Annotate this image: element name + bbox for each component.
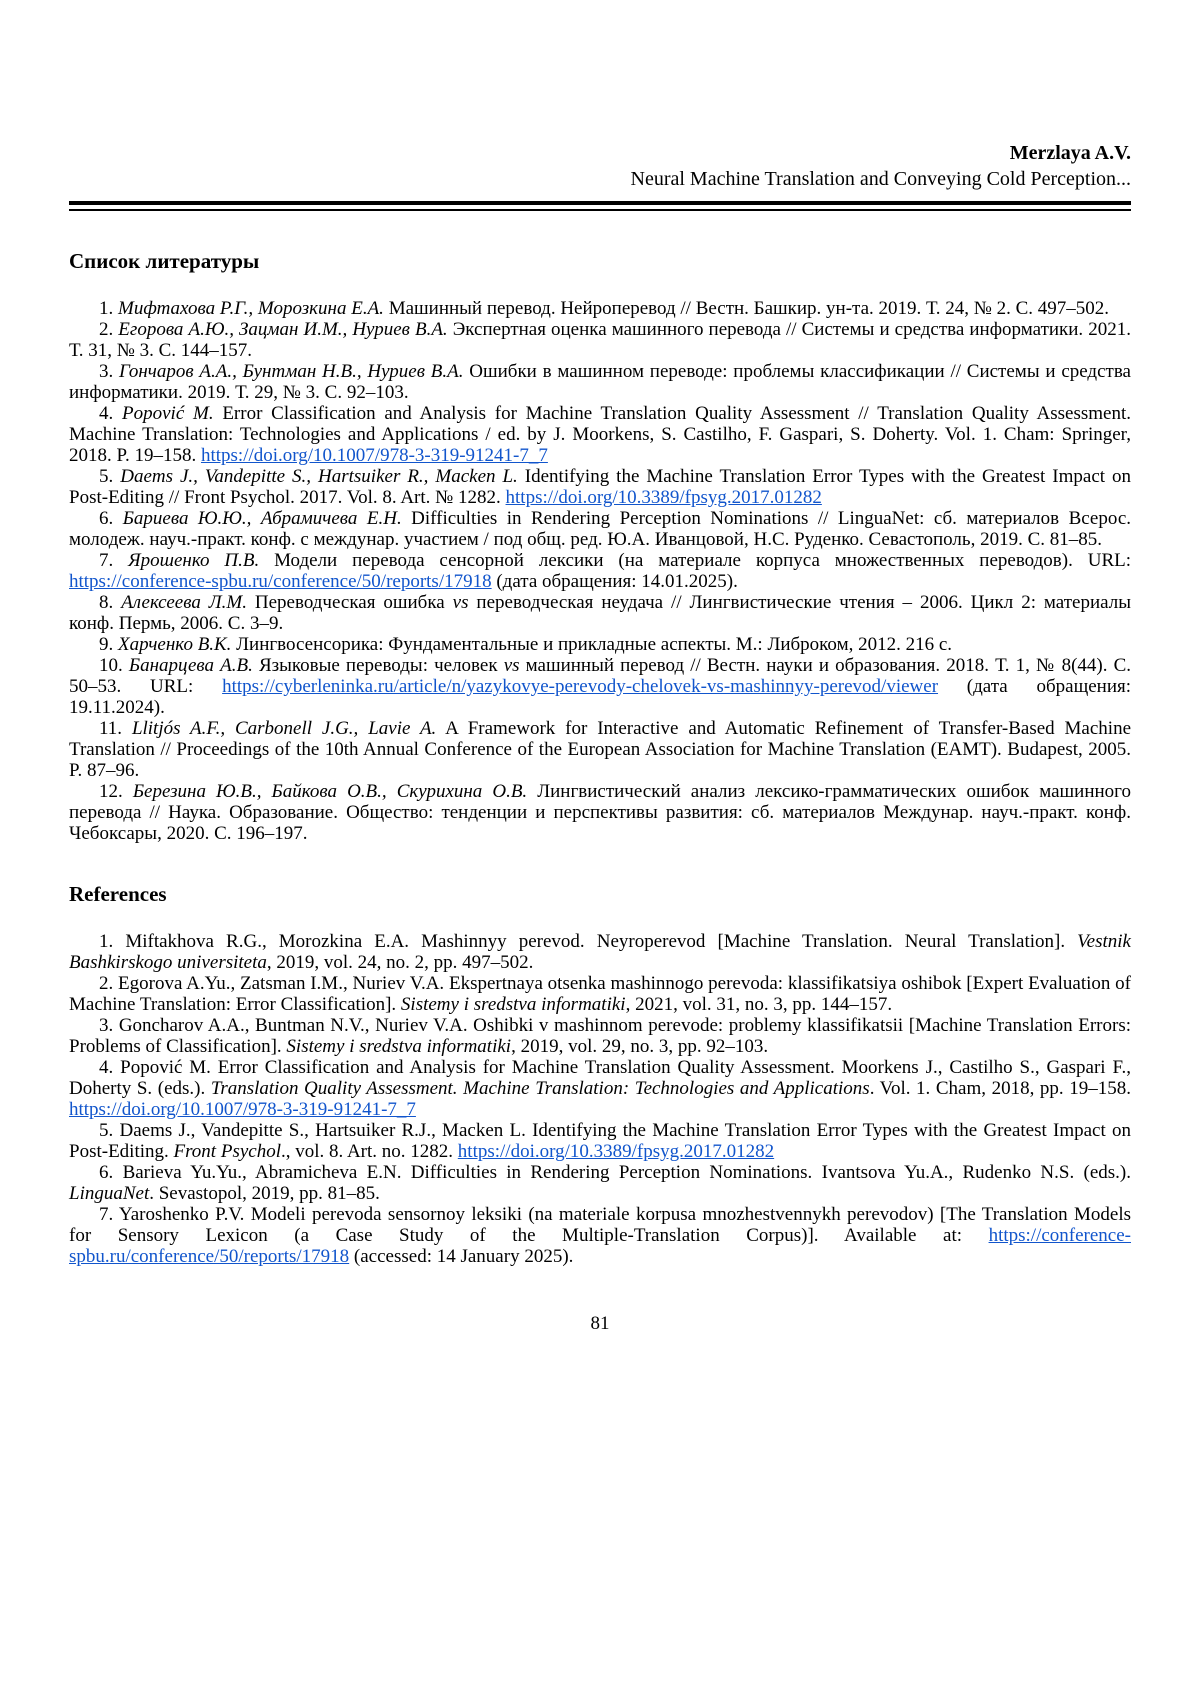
reference-item <box>69 1057 1131 1120</box>
section-heading-bibliography: Список литературы <box>69 249 260 273</box>
reference-text: 11. <box>99 718 132 739</box>
reference-text: Машинный перевод. Нейроперевод // Вестн. Башкир. ун-та. 2019. Т. 24, № 2. С. 497–502. <box>383 298 1110 319</box>
reference-item <box>69 319 1131 361</box>
reference-text: Error Classification and Analysis for Machine Translation Quality Assessment // Translation Quality Assessment. Machine Translation: Technologies and Applications / ed. by J. Moorkens, S. Castilho, F. Gaspari, S. Doherty. Vol. 1. Cham: Springer, 2018. P. 19–158. <box>69 403 1131 466</box>
reference-item <box>69 508 1131 550</box>
reference-text: Переводческая ошибка <box>246 592 453 613</box>
reference-item <box>69 1162 1131 1204</box>
reference-italic-text: Popović M. <box>122 403 214 424</box>
reference-italic-text: Харченко В.К. <box>118 634 232 655</box>
reference-italic-text: Ярошенко П.В. <box>128 550 260 571</box>
reference-text: Identifying the Machine Translation Error Types with the Greatest Impact on Post-Editing // Front Psychol. 2017. Vol. 8. Art. № 1282. <box>69 466 1131 508</box>
reference-item <box>69 1120 1131 1162</box>
reference-link[interactable]: https://doi.org/10.3389/fpsyg.2017.01282 <box>505 487 822 508</box>
section-heading-references: References <box>69 882 167 906</box>
bibliography-list <box>69 298 1131 844</box>
reference-italic-text: vs <box>503 655 520 676</box>
page-body <box>69 249 1131 1267</box>
reference-italic-text: vs <box>452 592 469 613</box>
running-header <box>69 140 1131 192</box>
reference-text: , 2019, vol. 29, no. 3, pp. 92–103. <box>511 1036 769 1057</box>
reference-italic-text: Мифтахова Р.Г., Морозкина Е.А. <box>118 298 384 319</box>
reference-italic-text: Sistemy i sredstva informatiki <box>400 994 626 1015</box>
page-footer <box>69 1313 1131 1335</box>
reference-text: , 2021, vol. 31, no. 3, pp. 144–157. <box>625 994 893 1015</box>
reference-text: 5. Daems J., Vandepitte S., Hartsuiker R.J., Macken L. Identifying the Machine Translation Error Types with the Greatest Impact on Post-Editing. <box>69 1120 1131 1162</box>
reference-link[interactable]: https://doi.org/10.3389/fpsyg.2017.01282 <box>457 1141 775 1162</box>
reference-text: 4. <box>99 403 122 424</box>
reference-text: (accessed: 14 January 2025). <box>349 1246 574 1267</box>
reference-text: 2. <box>99 319 119 340</box>
reference-text: 7. <box>99 550 129 571</box>
reference-text: Ошибки в машинном переводе: проблемы классификации // Системы и средства информатики. 2019. Т. 29, № 3. С. 92–103. <box>69 361 1131 403</box>
reference-link[interactable]: https://conference-spbu.ru/conference/50/reports/17918 <box>69 1225 1131 1267</box>
reference-item <box>69 973 1131 1015</box>
reference-italic-text: Березина Ю.В., Байкова О.В., Скурихина О.В. <box>132 781 528 802</box>
reference-text: Лингвосенсорика: Фундаментальные и прикладные аспекты. М.: Либроком, 2012. 216 с. <box>231 634 953 655</box>
running-header-title: Neural Machine Translation and Conveying Cold Perception... <box>630 168 1131 190</box>
reference-text: 1. Miftakhova R.G., Morozkina E.A. Mashinnyy perevod. Neyroperevod [Machine Translation. Neural Translation]. <box>99 931 1078 952</box>
reference-text: 10. <box>99 655 129 676</box>
reference-text: 7. Yaroshenko P.V. Modeli perevoda sensornoy leksiki (na materiale korpusa mnozhestvennykh perevodov) [The Translation Models for Sensory Lexicon (a Case Study of the Multiple-Translation Corpus)]. Available at: <box>69 1204 1131 1246</box>
reference-item <box>69 781 1131 844</box>
reference-item <box>69 592 1131 634</box>
reference-italic-text: Алексеева Л.М. <box>121 592 247 613</box>
reference-italic-text: Банарцева А.В. <box>128 655 253 676</box>
running-header-author: Merzlaya A.V. <box>1009 142 1131 164</box>
reference-link[interactable]: https://doi.org/10.1007/978-3-319-91241-7_7 <box>200 445 548 466</box>
reference-italic-text: Гончаров А.А., Бунтман Н.В., Нуриев В.А. <box>119 361 464 382</box>
reference-item <box>69 298 1131 319</box>
reference-item <box>69 361 1131 403</box>
page-number: 81 <box>590 1313 610 1334</box>
references-list <box>69 931 1131 1267</box>
reference-text: переводческая неудача // Лингвистические чтения – 2006. Цикл 2: материалы конф. Пермь, 2006. С. 3–9. <box>69 592 1131 634</box>
reference-italic-text: Бариева Ю.Ю., Абрамичева Е.Н. <box>122 508 402 529</box>
reference-italic-text: Daems J., Vandepitte S., Hartsuiker R., Macken L. <box>120 466 518 487</box>
header-divider-rule <box>69 201 1131 211</box>
reference-text: Языковые переводы: человек <box>252 655 504 676</box>
reference-link[interactable]: https://doi.org/10.1007/978-3-319-91241-7_7 <box>69 1099 416 1120</box>
reference-text: (дата обращения: 14.01.2025). <box>491 571 738 592</box>
reference-item <box>69 634 1131 655</box>
reference-text: 2. Egorova A.Yu., Zatsman I.M., Nuriev V.A. Ekspertnaya otsenka mashinnogo perevoda: klassifikatsiya oshibok [Expert Evaluation of Machine Translation: Error Classification]. <box>69 973 1131 1015</box>
reference-text: , 2019, vol. 24, no. 2, pp. 497–502. <box>266 952 534 973</box>
reference-text: 8. <box>99 592 122 613</box>
reference-item <box>69 1015 1131 1057</box>
reference-text: 4. Popović M. Error Classification and Analysis for Machine Translation Quality Assessment. Moorkens J., Castilho S., Gaspari F., Doherty S. (eds.). <box>69 1057 1131 1099</box>
reference-italic-text: Front Psychol <box>173 1141 281 1162</box>
reference-text: 3. <box>99 361 120 382</box>
reference-italic-text: Sistemy i sredstva informatiki <box>286 1036 512 1057</box>
reference-item <box>69 403 1131 466</box>
reference-italic-text: Translation Quality Assessment. Machine Translation: Technologies and Applications <box>210 1078 870 1099</box>
reference-text: 1. <box>99 298 118 319</box>
reference-text: 6. <box>99 508 123 529</box>
reference-item <box>69 550 1131 592</box>
reference-text: ., vol. 8. Art. no. 1282. <box>280 1141 458 1162</box>
reference-text: Лингвистический анализ лексико-грамматических ошибок машинного перевода // Наука. Образование. Общество: тенденции и перспективы развития: сб. материалов Междунар. науч.-практ. конф. Чебоксары, 2020. С. 196–197. <box>69 781 1132 844</box>
reference-text: Экспертная оценка машинного перевода // Системы и средства информатики. 2021. Т. 31, № 3. С. 144–157. <box>69 319 1131 361</box>
reference-item <box>69 718 1131 781</box>
reference-text: Difficulties in Rendering Perception Nominations // LinguaNet: сб. материалов Всерос. молодеж. науч.-практ. конф. с междунар. участием / под общ. ред. Ю.А. Иванцовой, Н.С. Руденко. Севастополь, 2019. С. 81–85. <box>69 508 1132 550</box>
reference-italic-text: LinguaNet <box>69 1183 150 1204</box>
reference-link[interactable]: https://conference-spbu.ru/conference/50/reports/17918 <box>69 571 492 592</box>
reference-text: машинный перевод // Вестн. науки и образования. 2018. Т. 1, № 8(44). С. 50–53. URL: <box>69 655 1131 697</box>
reference-italic-text: Llitjós A.F., Carbonell J.G., Lavie A. <box>131 718 437 739</box>
reference-text: Модели перевода сенсорной лексики (на материале корпуса множественных переводов). URL: <box>259 550 1132 571</box>
reference-item <box>69 931 1131 973</box>
reference-text: 9. <box>99 634 118 655</box>
reference-item <box>69 655 1131 718</box>
reference-text: 12. <box>99 781 133 802</box>
reference-text: . Vol. 1. Cham, 2018, pp. 19–158. <box>869 1078 1132 1099</box>
reference-text: 6. Barieva Yu.Yu., Abramicheva E.N. Difficulties in Rendering Perception Nominations. Ivantsova Yu.A., Rudenko N.S. (eds.). <box>99 1162 1131 1183</box>
reference-item <box>69 466 1131 508</box>
reference-text: 3. Goncharov A.A., Buntman N.V., Nuriev V.A. Oshibki v mashinnom perevode: problemy klassifikatsii [Machine Translation Errors: Problems of Classification]. <box>69 1015 1131 1057</box>
reference-text: A Framework for Interactive and Automatic Refinement of Transfer-Based Machine Translation // Proceedings of the 10th Annual Conference of the European Association for Machine Translation (EAMT). Budapest, 2005. P. 87–96. <box>69 718 1132 781</box>
reference-text: 5. <box>99 466 121 487</box>
reference-italic-text: Vestnik Bashkirskogo universiteta <box>69 931 1131 973</box>
reference-text: . Sevastopol, 2019, pp. 81–85. <box>149 1183 380 1204</box>
reference-italic-text: Егорова А.Ю., Зацман И.М., Нуриев В.А. <box>118 319 448 340</box>
reference-text: (дата обращения: 19.11.2024). <box>69 676 1132 718</box>
reference-item <box>69 1204 1131 1267</box>
reference-link[interactable]: https://cyberleninka.ru/article/n/yazykovye-perevody-chelovek-vs-mashinnyy-perevod/viewer <box>222 676 939 697</box>
